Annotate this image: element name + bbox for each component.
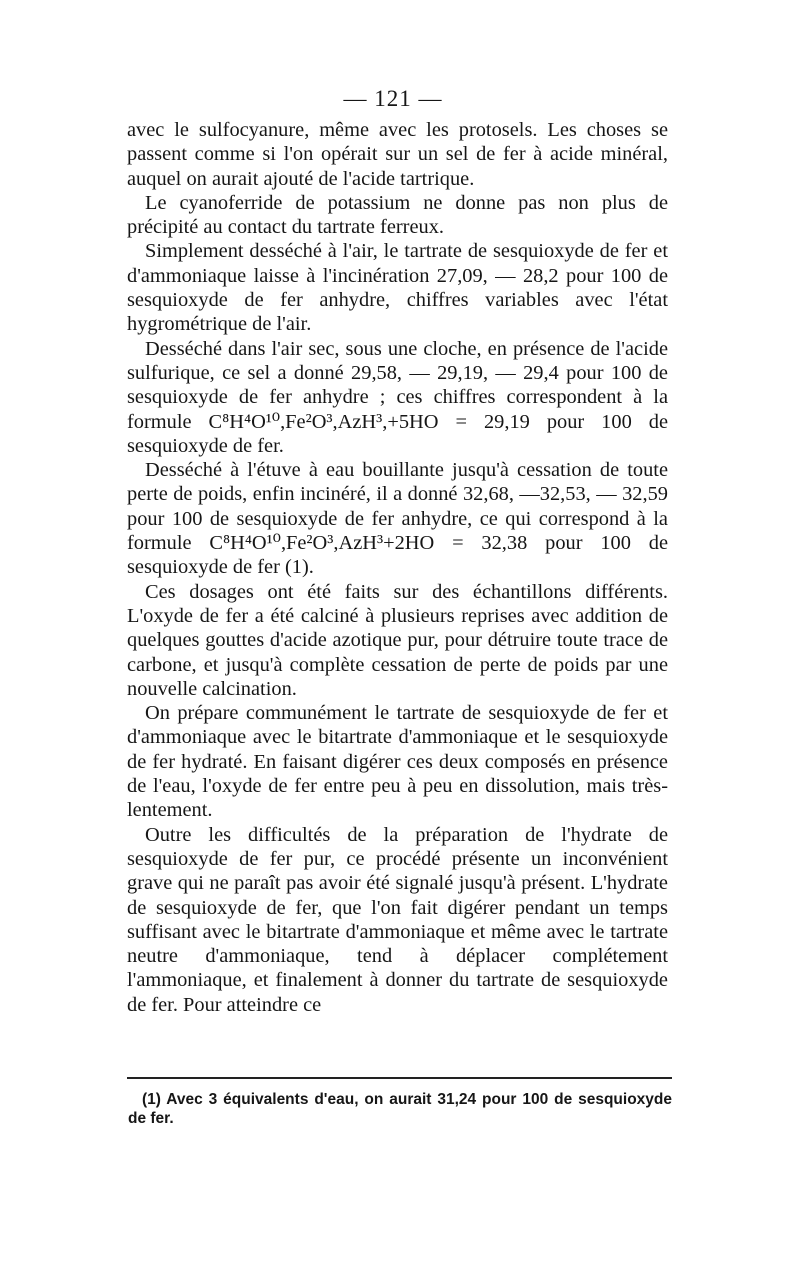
footnote-divider — [127, 1077, 672, 1079]
paragraph: Desséché dans l'air sec, sous une cloche, en présence de l'acide sulfurique, ce sel a donné 29,58, — 29,19, — 29,4 pour 100 de sesquioxyde de fer anhydre ; ces chiffres correspondent à la formule C⁸H⁴O¹⁰,Fe²O³,AzH³,+5HO = 29,19 pour 100 de sesquioxyde de fer. — [127, 337, 668, 457]
paragraph: Simplement desséché à l'air, le tartrate de sesquioxyde de fer et d'ammoniaque laisse à l'incinération 27,09, — 28,2 pour 100 de sesquioxyde de fer anhydre, chiffres variables avec l'état hygrométrique de l'air. — [127, 240, 668, 336]
footnote-text: (1) Avec 3 équivalents d'eau, on aurait 31,24 pour 100 de sesquioxyde de fer. — [128, 1091, 672, 1127]
footnote — [128, 1090, 672, 1128]
body-text — [127, 118, 668, 1017]
paragraph: Outre les difficultés de la préparation de l'hydrate de sesquioxyde de fer pur, ce procédé présente un inconvénient grave qui ne paraît pas avoir été signalé jusqu'à présent. L'hydrate de sesquioxyde de fer, que l'on fait digérer pendant un temps suffisant avec le bitartrate d'ammoniaque et même avec le tartrate neutre d'ammoniaque, tend à déplacer complétement l'ammoniaque, et finalement à donner du tartrate de sesquioxyde de fer. Pour atteindre ce — [127, 823, 668, 1016]
page-number: — 121 — — [343, 86, 443, 111]
paragraph: Ces dosages ont été faits sur des échantillons différents. L'oxyde de fer a été calciné à plusieurs reprises avec addition de quelques gouttes d'acide azotique pur, pour détruire toute trace de carbone, et jusqu'à complète cessation de perte de poids par une nouvelle calcination. — [127, 580, 668, 700]
paragraph: On prépare communément le tartrate de sesquioxyde de fer et d'ammoniaque avec le bitartrate d'ammoniaque et le sesquioxyde de fer hydraté. En faisant digérer ces deux composés en présence de l'eau, l'oxyde de fer entre peu à peu en dissolution, mais très-lentement. — [127, 702, 668, 822]
paragraph: Desséché à l'étuve à eau bouillante jusqu'à cessation de toute perte de poids, enfin incinéré, il a donné 32,68, —32,53, — 32,59 pour 100 de sesquioxyde de fer anhydre, ce qui correspond à la formule C⁸H⁴O¹⁰,Fe²O³,AzH³+2HO = 32,38 pour 100 de sesquioxyde de fer (1). — [127, 459, 668, 579]
paragraph: avec le sulfocyanure, même avec les protosels. Les choses se passent comme si l'on opérait sur un sel de fer à acide minéral, auquel on aurait ajouté de l'acide tartrique. — [127, 119, 668, 190]
paragraph: Le cyanoferride de potassium ne donne pas non plus de précipité au contact du tartrate ferreux. — [127, 191, 668, 239]
